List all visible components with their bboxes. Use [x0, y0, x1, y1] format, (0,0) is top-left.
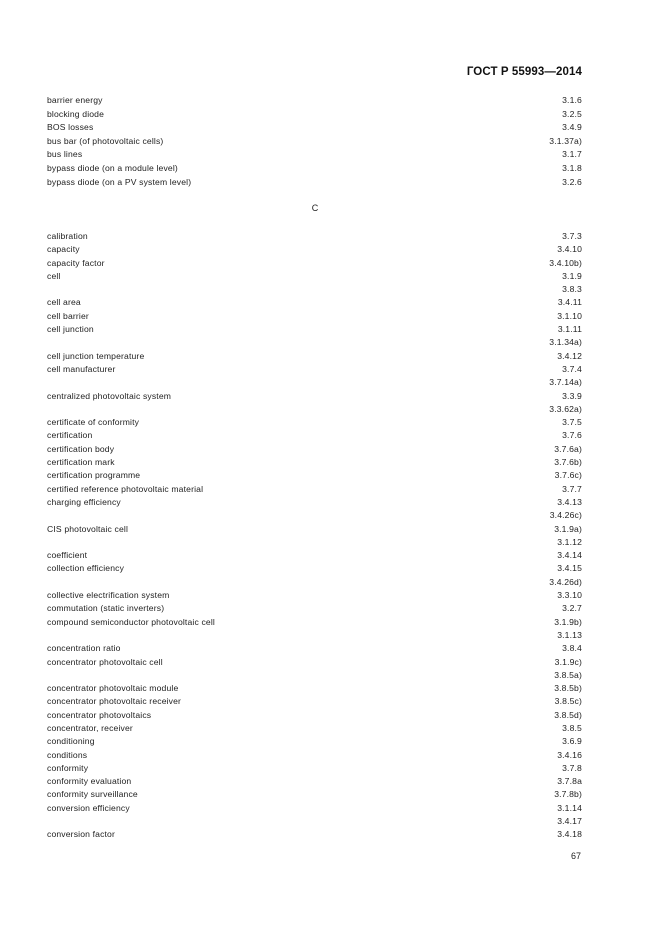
index-reference: 3.3.9 [562, 390, 582, 401]
index-entry [47, 336, 582, 349]
index-entry [47, 456, 582, 469]
index-entry [47, 669, 582, 682]
index-term: collection efficiency [47, 563, 125, 574]
index-reference: 3.4.15 [557, 563, 582, 574]
index-reference: 3.7.7 [562, 483, 582, 494]
index-term: certification mark [47, 457, 115, 468]
index-reference: 3.4.11 [557, 297, 582, 308]
index-reference: 3.7.6 [562, 430, 582, 441]
index-entry [47, 403, 582, 416]
index-term: commutation (static inverters) [47, 603, 165, 614]
index-entry [47, 562, 582, 575]
index-term: conversion factor [47, 829, 115, 840]
index-reference: 3.1.9a) [554, 523, 582, 534]
index-term: calibration [47, 231, 88, 241]
index-term: certified reference photovoltaic material [47, 483, 204, 494]
index-reference: 3.7.6a) [554, 443, 582, 454]
index-reference: 3.4.10b) [549, 257, 582, 268]
index-reference: 3.7.14a) [549, 377, 582, 388]
index-entry [47, 230, 582, 243]
index-reference: 3.7.4 [562, 363, 582, 374]
index-reference: 3.1.8 [562, 163, 582, 174]
index-term: capacity [47, 244, 80, 255]
index-term: cell junction temperature [47, 350, 145, 361]
index-entry [47, 576, 582, 589]
index-reference: 3.4.13 [557, 496, 582, 507]
index-reference: 3.4.26c) [549, 510, 582, 521]
index-reference: 3.8.3 [562, 284, 582, 295]
index-entry [47, 616, 582, 629]
index-term: cell [47, 270, 61, 281]
index-entry [47, 270, 582, 283]
index-entry [47, 243, 582, 256]
index-reference: 3.6.9 [562, 736, 582, 747]
document-code-header: ГОСТ Р 55993—2014 [466, 66, 582, 78]
index-term: concentration ratio [47, 643, 121, 654]
index-term: certification body [47, 443, 115, 454]
index-entry [47, 788, 582, 801]
index-reference: 3.7.8 [562, 762, 582, 773]
index-entry [47, 695, 582, 708]
index-entry [47, 350, 582, 363]
index-reference: 3.1.12 [557, 536, 582, 547]
index-entry [47, 162, 582, 176]
index-reference: 3.1.14 [557, 802, 582, 813]
index-entry [47, 283, 582, 296]
index-entry [47, 802, 582, 815]
index-reference: 3.7.8b) [554, 789, 582, 800]
index-entry [47, 135, 582, 149]
index-term: concentrator photovoltaic cell [47, 656, 163, 667]
index-section-b [47, 94, 582, 189]
index-term: bus lines [47, 149, 83, 160]
index-term: certification programme [47, 470, 141, 481]
index-entry [47, 509, 582, 522]
index-term: concentrator photovoltaic module [47, 683, 179, 694]
index-entry [47, 94, 582, 108]
index-term: CIS photovoltaic cell [47, 523, 129, 534]
index-entry [47, 589, 582, 602]
index-entry [47, 722, 582, 735]
index-term: bypass diode (on a module level) [47, 163, 178, 174]
index-entry [47, 310, 582, 323]
index-term: centralized photovoltaic system [47, 390, 172, 401]
index-term: charging efficiency [47, 496, 121, 507]
index-reference: 3.3.10 [557, 590, 582, 601]
index-term: bypass diode (on a PV system level) [47, 176, 192, 187]
index-reference: 3.2.7 [562, 603, 582, 614]
index-reference: 3.1.9c) [554, 656, 582, 667]
index-reference: 3.1.11 [557, 324, 582, 335]
index-reference: 3.7.5 [562, 417, 582, 428]
index-reference: 3.8.5d) [554, 709, 582, 720]
index-entry [47, 656, 582, 669]
index-entry [47, 523, 582, 536]
index-reference: 3.4.26d) [549, 576, 582, 587]
index-entry [47, 483, 582, 496]
index-reference: 3.1.34a) [549, 337, 582, 348]
index-term: conformity surveillance [47, 789, 138, 800]
index-entry [47, 469, 582, 482]
index-entry [47, 257, 582, 270]
index-term: collective electrification system [47, 590, 170, 601]
index-term: certificate of conformity [47, 417, 140, 428]
index-term: concentrator photovoltaic receiver [47, 696, 182, 707]
index-reference: 3.1.10 [557, 310, 582, 321]
index-term: conformity evaluation [47, 776, 132, 787]
index-entry [47, 121, 582, 135]
index-term: certification [47, 430, 93, 441]
page-number: 67 [570, 851, 581, 861]
index-entry [47, 363, 582, 376]
index-entry [47, 443, 582, 456]
index-entry [47, 775, 582, 788]
index-term: barrier energy [47, 95, 103, 105]
index-entry [47, 108, 582, 122]
index-reference: 3.1.9 [562, 270, 582, 281]
index-reference: 3.8.5 [562, 722, 582, 733]
index-term: conversion efficiency [47, 802, 130, 813]
index-reference: 3.2.5 [562, 108, 582, 119]
index-entry [47, 828, 582, 841]
index-reference: 3.7.3 [562, 231, 582, 241]
index-entry [47, 323, 582, 336]
index-entry [47, 642, 582, 655]
index-reference: 3.4.18 [557, 829, 582, 840]
index-entry [47, 390, 582, 403]
index-term: blocking diode [47, 108, 105, 119]
index-entry [47, 682, 582, 695]
index-term: compound semiconductor photovoltaic cell [47, 616, 215, 627]
index-entry [47, 496, 582, 509]
index-entry [47, 376, 582, 389]
index-entry [47, 536, 582, 549]
index-reference: 3.7.6b) [554, 457, 582, 468]
index-term: concentrator, receiver [47, 722, 133, 733]
index-entry [47, 629, 582, 642]
index-reference: 3.3.62a) [549, 403, 582, 414]
index-entry [47, 762, 582, 775]
index-term: coefficient [47, 550, 88, 561]
index-term: conditioning [47, 736, 95, 747]
index-reference: 3.4.17 [557, 816, 582, 827]
index-reference: 3.1.9b) [554, 616, 582, 627]
index-entry [47, 148, 582, 162]
index-reference: 3.4.12 [557, 350, 582, 361]
index-entry [47, 815, 582, 828]
index-term: cell area [47, 297, 81, 308]
index-reference: 3.2.6 [562, 176, 582, 187]
index-entry [47, 735, 582, 748]
index-term: cell junction [47, 324, 94, 335]
index-term: BOS losses [47, 122, 94, 133]
index-term: conditions [47, 749, 88, 760]
index-entry [47, 176, 582, 190]
index-entry [47, 709, 582, 722]
index-section-c [47, 230, 582, 842]
index-reference: 3.4.10 [557, 244, 582, 255]
index-reference: 3.8.5c) [554, 696, 582, 707]
index-entry [47, 749, 582, 762]
index-term: capacity factor [47, 257, 105, 268]
index-entry [47, 602, 582, 615]
index-reference: 3.8.4 [562, 643, 582, 654]
index-entry [47, 429, 582, 442]
index-reference: 3.7.6c) [554, 470, 582, 481]
section-letter-c: C [311, 203, 319, 213]
index-reference: 3.1.13 [557, 629, 582, 640]
index-reference: 3.4.14 [557, 550, 582, 561]
index-reference: 3.1.37a) [549, 135, 582, 146]
index-reference: 3.4.16 [557, 749, 582, 760]
index-term: bus bar (of photovoltaic cells) [47, 135, 164, 146]
index-reference: 3.4.9 [562, 122, 582, 133]
index-term: conformity [47, 762, 89, 773]
index-term: cell barrier [47, 310, 89, 321]
index-term: concentrator photovoltaics [47, 709, 152, 720]
index-reference: 3.8.5a) [554, 669, 582, 680]
index-reference: 3.1.7 [562, 149, 582, 160]
index-reference: 3.7.8a [557, 776, 582, 787]
index-entry [47, 296, 582, 309]
index-reference: 3.8.5b) [554, 683, 582, 694]
index-entry [47, 416, 582, 429]
index-entry [47, 549, 582, 562]
index-term: cell manufacturer [47, 363, 116, 374]
index-reference: 3.1.6 [562, 95, 582, 105]
